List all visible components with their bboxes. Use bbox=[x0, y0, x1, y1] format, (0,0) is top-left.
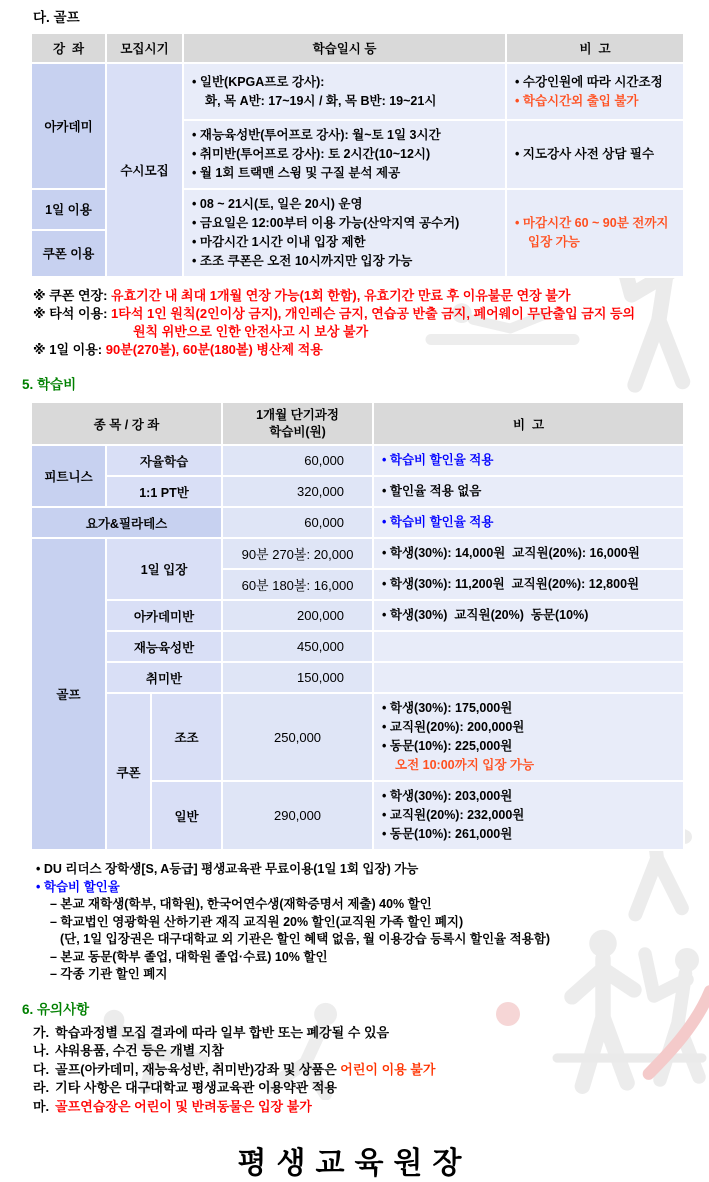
header-schedule: 학습일시 등 bbox=[183, 33, 506, 63]
cell-academy-class: 아카데미반 bbox=[106, 600, 222, 631]
discount-item: – 본교 동문(학부 졸업, 대학원 졸업·수료) 10% 할인 bbox=[50, 949, 328, 964]
note-line-blue: • 학습비 할인율 적용 bbox=[382, 453, 494, 467]
discount-line-du: • DU 리더스 장학생[S, A등급] 평생교육관 무료이용(1일 1회 입장) 가능 bbox=[36, 862, 419, 876]
cell-yoga-note bbox=[373, 507, 684, 538]
cell-day60-price: 60분 180볼: 16,000 bbox=[222, 569, 373, 600]
golf-hobby-row bbox=[31, 662, 684, 693]
notice-item: 가. 학습과정별 모집 결과에 따라 일부 합반 또는 폐강될 수 있음 bbox=[33, 1024, 390, 1040]
note-line: • 지도강사 사전 상담 필수 bbox=[515, 147, 655, 161]
note-line-orange: • 마감시간 60 ~ 90분 전까지 입장 가능 bbox=[515, 216, 672, 249]
cell-academy-general-schedule bbox=[183, 63, 506, 120]
bullet-glyph: • bbox=[192, 197, 197, 211]
notice-item: 마. 골프연습장은 어린이 및 반려동물은 입장 불가 bbox=[33, 1098, 312, 1114]
schedule-line: • 08 ~ 21시(토, 일은 20시) 운영 bbox=[192, 197, 363, 211]
section-label-fee: 5. 학습비 bbox=[22, 377, 77, 392]
note-line-blue: • 학습비 할인율 적용 bbox=[382, 515, 494, 529]
bullet-glyph: • bbox=[192, 166, 197, 180]
bullet-glyph: • bbox=[382, 739, 387, 753]
cell-pt-price: 320,000 bbox=[222, 476, 373, 507]
header-fee-line1: 1개월 단기과정 bbox=[256, 407, 339, 422]
notice-list bbox=[33, 1024, 709, 1117]
bullet-glyph: • bbox=[515, 93, 520, 108]
signature-title: 평생교육원장 bbox=[237, 1147, 472, 1180]
note-line: • 교직원(20%): 200,000원 bbox=[382, 720, 525, 734]
cell-academy-price: 200,000 bbox=[222, 600, 373, 631]
bullet-glyph: • bbox=[515, 74, 520, 89]
yoga-row bbox=[31, 507, 684, 538]
cell-academy-special-note bbox=[506, 120, 684, 189]
cell-academy-special-schedule bbox=[183, 120, 506, 189]
cell-daily-coupon-schedule bbox=[183, 189, 506, 277]
note-line: • 학생(30%): 203,000원 bbox=[382, 789, 513, 803]
bullet-glyph: • bbox=[382, 577, 387, 591]
fitness-self-row bbox=[31, 445, 684, 476]
notice-highlight-orange: 어린이 이용 불가 bbox=[340, 1061, 436, 1077]
cell-yoga-price: 60,000 bbox=[222, 507, 373, 538]
note-line: • 교직원(20%): 232,000원 bbox=[382, 808, 525, 822]
bullet-glyph: • bbox=[515, 216, 520, 230]
note-line: • 학생(30%): 11,200원 교직원(20%): 12,800원 bbox=[382, 577, 640, 591]
bullet-glyph: • bbox=[192, 235, 197, 249]
note-line: • 학생(30%): 175,000원 bbox=[382, 701, 513, 715]
note-line: • 할인율 적용 없음 bbox=[382, 484, 482, 498]
golf-coupon-dawn-row bbox=[31, 693, 684, 781]
golf-table-header-row bbox=[31, 33, 684, 63]
schedule-line: • 마감시간 1시간 이내 입장 제한 bbox=[192, 235, 366, 249]
discount-item: – 학교법인 영광학원 산하기관 재직 교직원 20% 할인(교직원 가족 할인 폐지) bbox=[50, 914, 464, 929]
header-fee-line2: 학습비(원) bbox=[269, 424, 326, 439]
notice-highlight-red: 골프연습장은 어린이 및 반려동물은 입장 불가 bbox=[55, 1098, 312, 1114]
golf-schedule-table bbox=[30, 32, 685, 278]
bullet-glyph: • bbox=[382, 546, 387, 560]
cell-self-study-price: 60,000 bbox=[222, 445, 373, 476]
bullet-glyph: • bbox=[36, 862, 41, 876]
note-line: • 학생(30%) 교직원(20%) 동문(10%) bbox=[382, 608, 589, 622]
bullet-glyph: • bbox=[382, 515, 387, 529]
discount-notes bbox=[36, 861, 709, 984]
remark-coupon-extension: ※ 쿠폰 연장: 유효기간 내 최대 1개월 연장 가능(1회 한함), 유효기간 만료 후 이유불문 연장 불가 bbox=[33, 288, 571, 303]
cell-pt-note bbox=[373, 476, 684, 507]
cell-self-study: 자율학습 bbox=[106, 445, 222, 476]
discount-item: – 각종 기관 할인 폐지 bbox=[50, 967, 168, 981]
discount-item: – 본교 재학생(학부, 대학원), 한국어연수생(재학증명서 제출) 40% 할인 bbox=[50, 897, 432, 911]
cell-day-entry: 1일 입장 bbox=[106, 538, 222, 600]
note-line: • 동문(10%): 225,000원 bbox=[382, 739, 513, 753]
bullet-glyph: • bbox=[382, 808, 387, 822]
bullet-glyph: • bbox=[382, 789, 387, 803]
section-label-golf: 다. 골프 bbox=[33, 10, 80, 25]
bullet-glyph: • bbox=[192, 254, 197, 268]
bullet-glyph: • bbox=[382, 701, 387, 715]
bullet-glyph: • bbox=[382, 484, 387, 498]
discount-item-sub: (단, 1일 입장권은 대구대학교 외 기관은 할인 혜택 없음, 월 이용강습 등록시 할인율 적용함) bbox=[60, 932, 550, 946]
cell-pt: 1:1 PT반 bbox=[106, 476, 222, 507]
bullet-glyph: • bbox=[382, 827, 387, 841]
cell-hobby-price: 150,000 bbox=[222, 662, 373, 693]
cell-daily-coupon-note bbox=[506, 189, 684, 277]
bullet-glyph: • bbox=[515, 147, 520, 161]
header-fee-note: 비 고 bbox=[373, 402, 684, 445]
bullet-glyph: • bbox=[382, 720, 387, 734]
bullet-glyph: • bbox=[192, 74, 197, 89]
discount-title: • 학습비 할인율 bbox=[36, 879, 120, 894]
note-line: • 수강인원에 따라 시간조정 bbox=[515, 74, 663, 89]
cell-general-price: 290,000 bbox=[222, 781, 373, 850]
golf-talent-row bbox=[31, 631, 684, 662]
remark-mat-use-cont: 원칙 위반으로 인한 안전사고 시 보상 불가 bbox=[133, 324, 369, 339]
schedule-line: • 일반(KPGA프로 강사): bbox=[192, 74, 325, 89]
header-note: 비 고 bbox=[506, 33, 684, 63]
cell-general-note bbox=[373, 781, 684, 850]
cell-general: 일반 bbox=[151, 781, 222, 850]
golf-academy-row bbox=[31, 600, 684, 631]
cell-hobby-note bbox=[373, 662, 684, 693]
note-line: • 학생(30%): 14,000원 교직원(20%): 16,000원 bbox=[382, 546, 640, 560]
cell-dawn-price: 250,000 bbox=[222, 693, 373, 781]
notice-item: 다. 골프(아카데미, 재능육성반, 취미반)강좌 및 상품은 어린이 이용 불가 bbox=[33, 1061, 436, 1077]
notice-item: 나. 샤워용품, 수건 등은 개별 지참 bbox=[33, 1043, 224, 1058]
bullet-glyph: • bbox=[382, 453, 387, 467]
cell-talent-class: 재능육성반 bbox=[106, 631, 222, 662]
cell-day90-note bbox=[373, 538, 684, 569]
fee-header-row bbox=[31, 402, 684, 445]
header-course: 강 좌 bbox=[31, 33, 106, 63]
schedule-line: • 금요일은 12:00부터 이용 가능(산악지역 공수거) bbox=[192, 216, 460, 230]
header-fee bbox=[222, 402, 373, 445]
cell-academy-note bbox=[373, 600, 684, 631]
fee-table bbox=[30, 401, 685, 851]
cell-talent-note bbox=[373, 631, 684, 662]
bullet-glyph: • bbox=[192, 147, 197, 161]
remark-mat-use: ※ 타석 이용: 1타석 1인 원칙(2인이상 금지), 개인레슨 금지, 연습공 반출 금지, 페어웨이 무단출입 금지 등의 bbox=[33, 306, 636, 321]
cell-dawn: 조조 bbox=[151, 693, 222, 781]
golf-remarks bbox=[33, 287, 709, 359]
cell-coupon: 쿠폰 bbox=[106, 693, 151, 850]
bullet-glyph: • bbox=[36, 879, 41, 894]
note-line-orange: • 학습시간외 출입 불가 bbox=[515, 93, 639, 108]
header-period: 모집시기 bbox=[106, 33, 183, 63]
schedule-line: • 취미반(투어프로 강사): 토 2시간(10~12시) bbox=[192, 147, 431, 161]
cell-dawn-note bbox=[373, 693, 684, 781]
cell-academy-general-note bbox=[506, 63, 684, 120]
cell-day60-note bbox=[373, 569, 684, 600]
fitness-pt-row bbox=[31, 476, 684, 507]
bullet-glyph: • bbox=[382, 608, 387, 622]
cell-fitness: 피트니스 bbox=[31, 445, 106, 507]
bullet-glyph: • bbox=[192, 128, 197, 142]
schedule-line: • 재능육성반(투어프로 강사): 월~토 1일 3시간 bbox=[192, 128, 441, 142]
academy-general-row bbox=[31, 63, 684, 120]
note-line-orange: 오전 10:00까지 입장 가능 bbox=[395, 758, 535, 772]
cell-course-academy: 아카데미 bbox=[31, 63, 106, 189]
section-label-notice: 6. 유의사항 bbox=[22, 1001, 90, 1017]
cell-course-daily: 1일 이용 bbox=[31, 189, 106, 230]
note-line: • 동문(10%): 261,000원 bbox=[382, 827, 513, 841]
schedule-line: 화, 목 A반: 17~19시 / 화, 목 B반: 19~21시 bbox=[205, 93, 437, 108]
cell-day90-price: 90분 270볼: 20,000 bbox=[222, 538, 373, 569]
schedule-line: • 조조 쿠폰은 오전 10시까지만 입장 가능 bbox=[192, 254, 413, 268]
golf-day90-row bbox=[31, 538, 684, 569]
cell-period-value: 수시모집 bbox=[106, 63, 183, 277]
header-subject: 종 목 / 강 좌 bbox=[31, 402, 222, 445]
remark-daily-use: ※ 1일 이용: 90분(270볼), 60분(180볼) 병산제 적용 bbox=[33, 342, 323, 357]
cell-hobby-class: 취미반 bbox=[106, 662, 222, 693]
cell-golf: 골프 bbox=[31, 538, 106, 850]
notice-item: 라. 기타 사항은 대구대학교 평생교육관 이용약관 적용 bbox=[33, 1080, 337, 1095]
cell-course-coupon: 쿠폰 이용 bbox=[31, 230, 106, 277]
cell-self-study-note bbox=[373, 445, 684, 476]
cell-yoga: 요가&필라테스 bbox=[31, 507, 222, 538]
bullet-glyph: • bbox=[192, 216, 197, 230]
schedule-line: • 월 1회 트랙맨 스윙 및 구질 분석 제공 bbox=[192, 166, 401, 180]
cell-talent-price: 450,000 bbox=[222, 631, 373, 662]
